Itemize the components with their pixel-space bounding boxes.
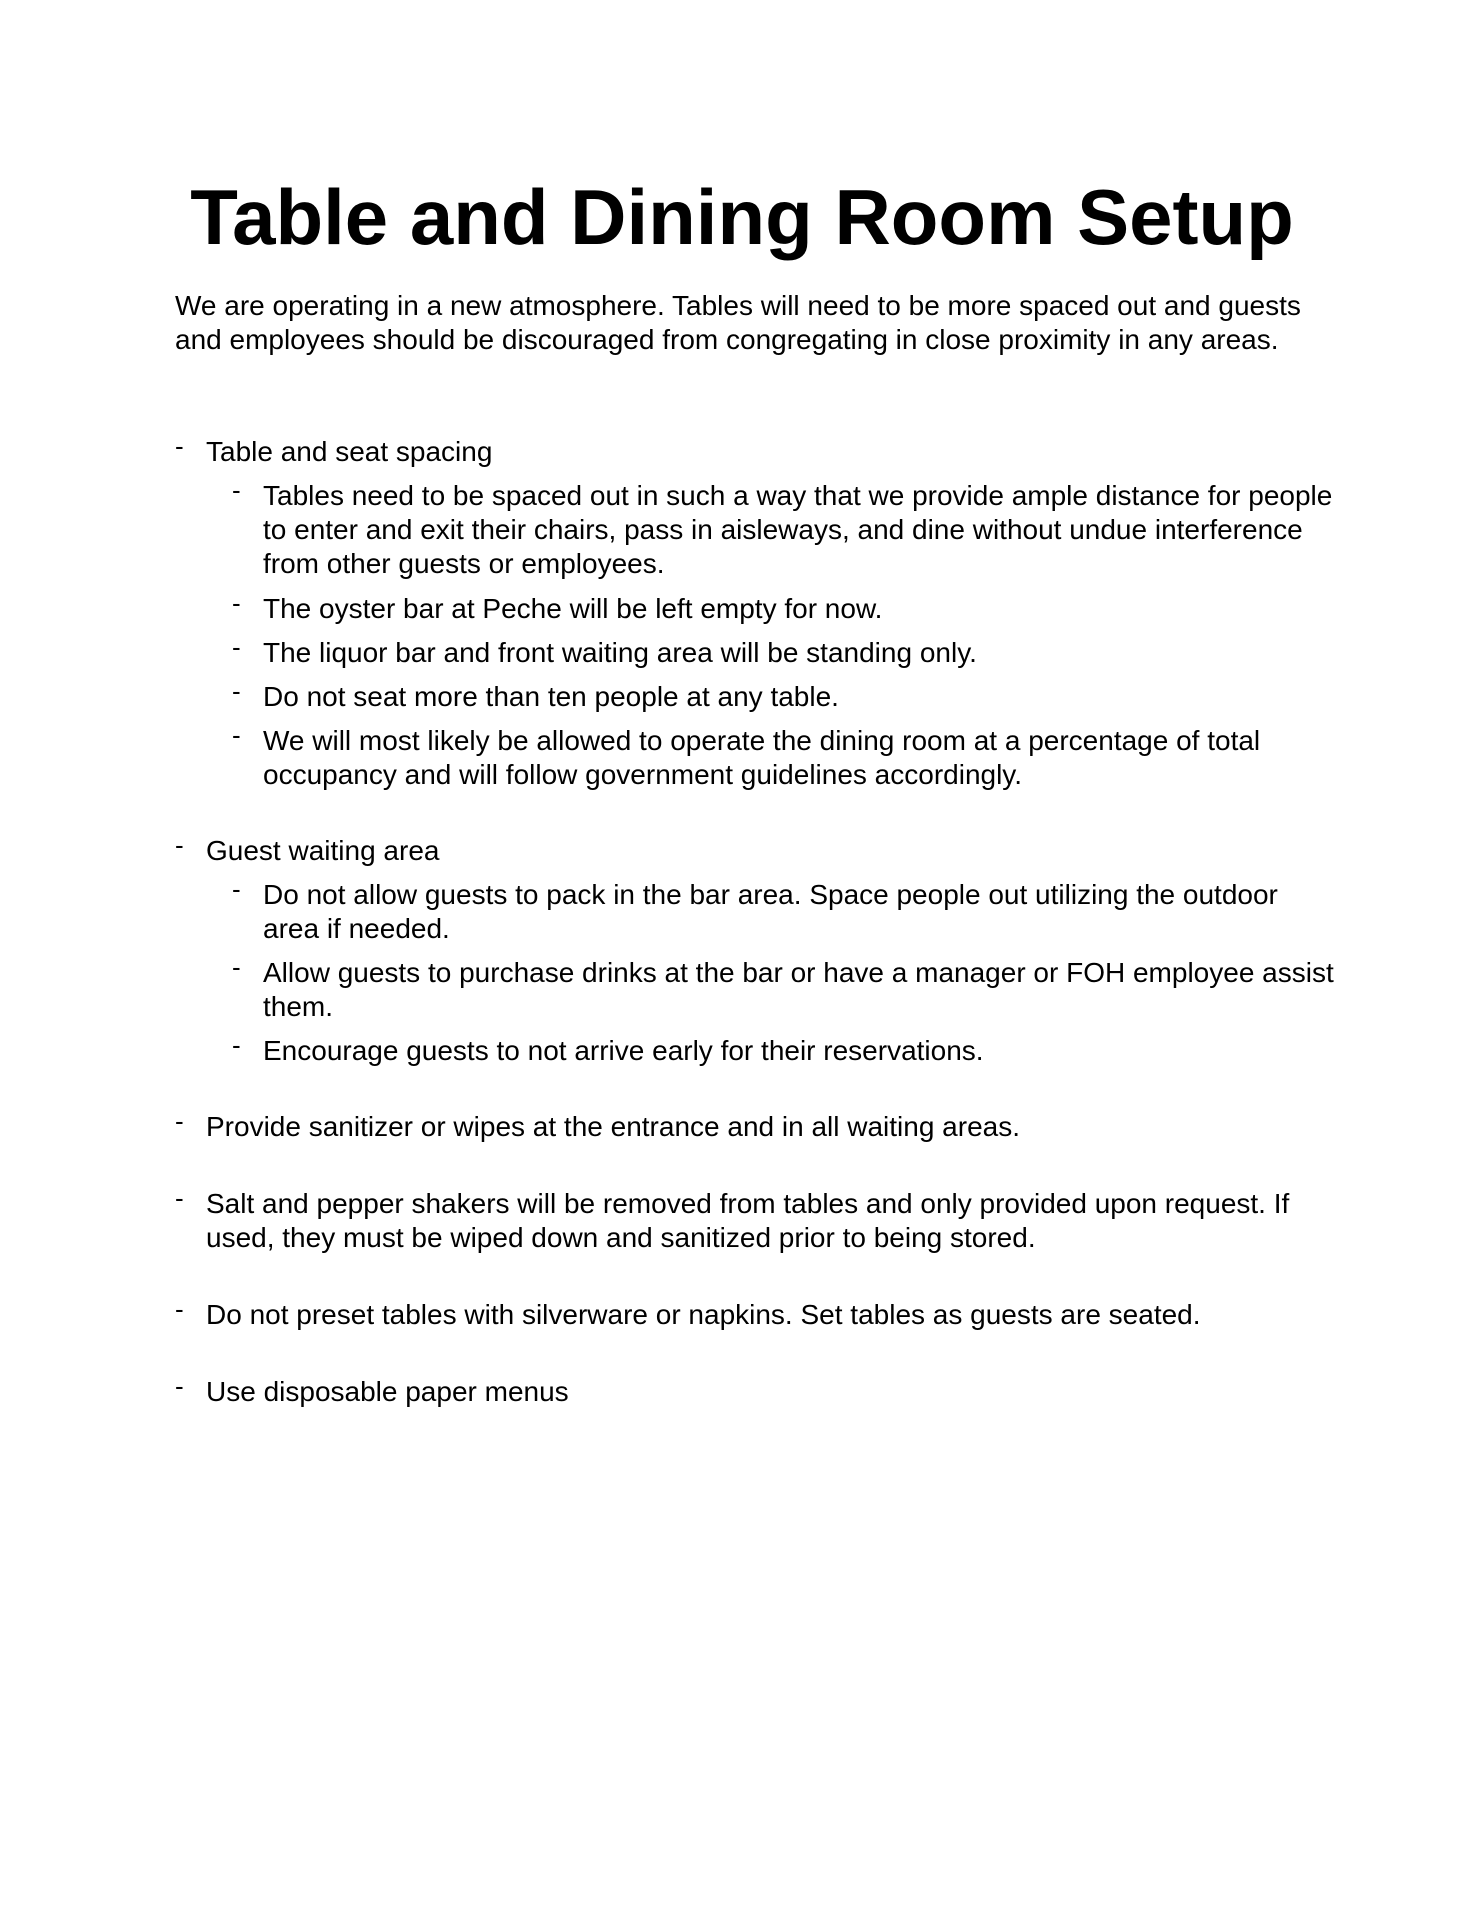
dash-bullet-icon: - — [175, 431, 184, 461]
page-title: Table and Dining Room Setup — [190, 173, 1294, 261]
dash-bullet-icon: - — [232, 1030, 241, 1060]
sub-list-item-text: Do not allow guests to pack in the bar area. Space people out utilizing the outdoor area if needed. — [263, 879, 1278, 944]
sub-list-item-text: Allow guests to purchase drinks at the bar or have a manager or FOH employee assist them. — [263, 957, 1334, 1022]
dash-bullet-icon: - — [175, 1294, 184, 1324]
dash-bullet-icon: - — [175, 1106, 184, 1136]
list-item-text: Table and seat spacing — [206, 436, 493, 467]
dash-bullet-icon: - — [232, 952, 241, 982]
dash-bullet-icon: - — [232, 632, 241, 662]
dash-bullet-icon: - — [175, 1183, 184, 1213]
sub-list-item-text: The liquor bar and front waiting area will be standing only. — [263, 637, 977, 668]
dash-bullet-icon: - — [232, 475, 241, 505]
list-item-text: Use disposable paper menus — [206, 1376, 569, 1407]
sub-list-item-text: Encourage guests to not arrive early for their reservations. — [263, 1035, 984, 1066]
sub-list-item-text: We will most likely be allowed to operate the dining room at a percentage of total occupancy and will follow government guidelines accordingly. — [263, 725, 1261, 790]
list-item-text: Provide sanitizer or wipes at the entrance and in all waiting areas. — [206, 1111, 1020, 1142]
sub-list-item-text: The oyster bar at Peche will be left empty for now. — [263, 593, 883, 624]
list-item-text: Guest waiting area — [206, 835, 440, 866]
sub-list-item-text: Do not seat more than ten people at any table. — [263, 681, 839, 712]
dash-bullet-icon: - — [232, 874, 241, 904]
sub-list-item-text: Tables need to be spaced out in such a way that we provide ample distance for people to enter and exit their chairs, pass in aisleways, and dine without undue interference from other guests or employees. — [263, 480, 1333, 579]
dash-bullet-icon: - — [232, 588, 241, 618]
dash-bullet-icon: - — [232, 676, 241, 706]
dash-bullet-icon: - — [175, 1371, 184, 1401]
list-item-text: Do not preset tables with silverware or napkins. Set tables as guests are seated. — [206, 1299, 1201, 1330]
intro-paragraph: We are operating in a new atmosphere. Tables will need to be more spaced out and guests and employees should be discouraged from congregating in close proximity in any areas. — [175, 290, 1301, 355]
list-item-text: Salt and pepper shakers will be removed from tables and only provided upon request. If used, they must be wiped down and sanitized prior to being stored. — [206, 1188, 1290, 1253]
dash-bullet-icon: - — [175, 830, 184, 860]
dash-bullet-icon: - — [232, 720, 241, 750]
